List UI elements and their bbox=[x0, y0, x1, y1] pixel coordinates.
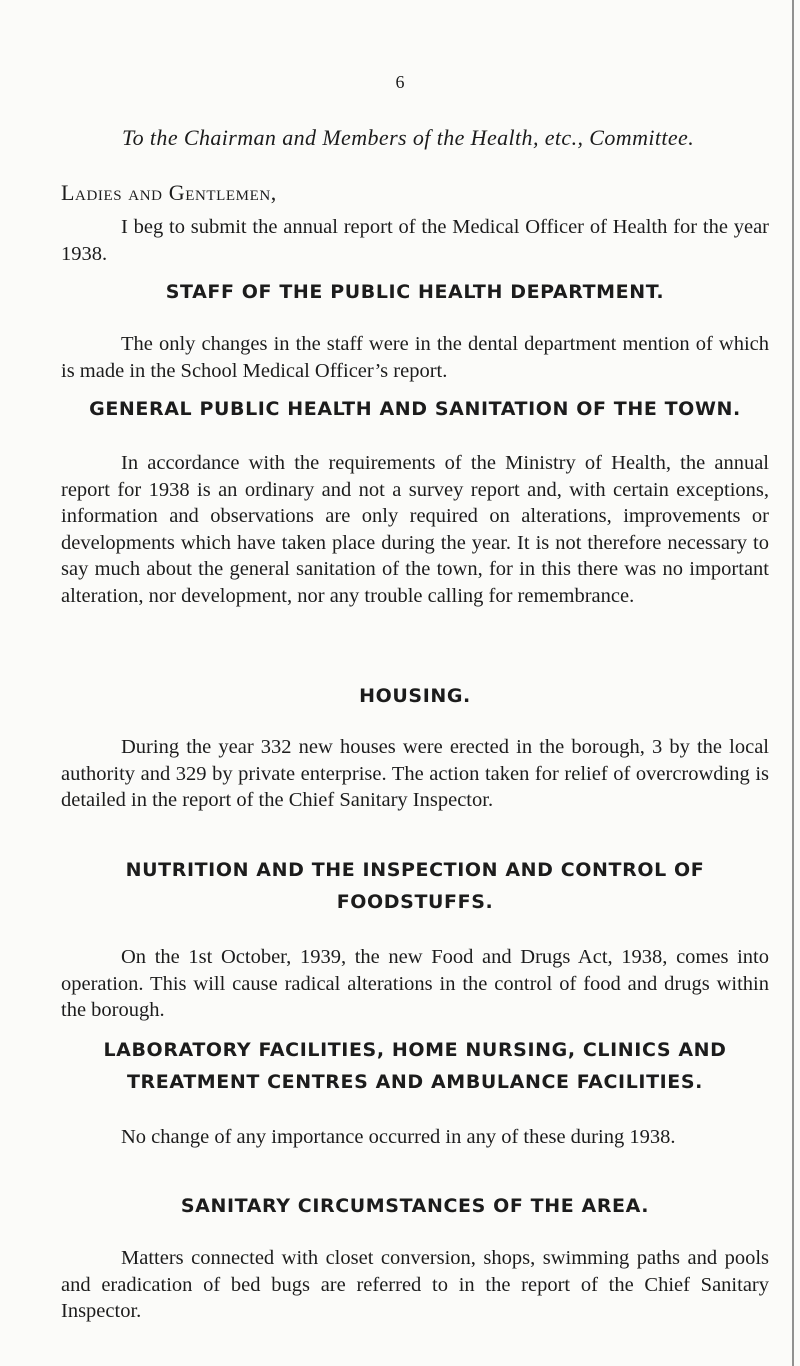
salutation: Ladies and Gentlemen, bbox=[61, 180, 277, 205]
section-heading-facilities: LABORATORY FACILITIES, HOME NURSING, CLINICS AND TREATMENT CENTRES AND AMBULANCE FACILITIES. bbox=[103, 1039, 727, 1093]
section-body-general-sanitation: In accordance with the requirements of the Ministry of Health, the annual report for 1938 is an ordinary and not a survey report and, with certain exceptions, information and observations are only required on alterations, improvements or developments which have taken place during the year. It is not therefore necessary to say much about the general sanitation of the town, for in this there was no important alteration, nor development, nor any trouble calling for remembrance. bbox=[61, 452, 769, 607]
intro-paragraph: I beg to submit the annual report of the Medical Officer of Health for the year 1938. bbox=[61, 216, 769, 265]
section-heading-nutrition: NUTRITION AND THE INSPECTION AND CONTROL OF FOODSTUFFS. bbox=[125, 859, 705, 913]
section-body-staff: The only changes in the staff were in the dental department mention of which is made in the School Medical Officer’s report. bbox=[61, 333, 769, 382]
section-heading-general-sanitation: GENERAL PUBLIC HEALTH AND SANITATION OF THE TOWN. bbox=[89, 398, 741, 420]
address-line: To the Chairman and Members of the Health, etc., Committee. bbox=[122, 125, 695, 150]
section-body-sanitary-circumstances: Matters connected with closet conversion, shops, swimming paths and pools and eradication of bed bugs are referred to in the report of the Chief Sanitary Inspector. bbox=[61, 1247, 769, 1322]
section-body-housing: During the year 332 new houses were erected in the borough, 3 by the local authority and 329 by private enterprise. The action taken for relief of overcrowding is detailed in the report of the Chief Sanitary Inspector. bbox=[61, 736, 769, 811]
page-edge-shadow bbox=[792, 0, 794, 1366]
section-heading-sanitary-circumstances: SANITARY CIRCUMSTANCES OF THE AREA. bbox=[180, 1195, 650, 1217]
section-body-facilities: No change of any importance occurred in any of these during 1938. bbox=[121, 1126, 676, 1148]
section-heading-staff: STAFF OF THE PUBLIC HEALTH DEPARTMENT. bbox=[165, 281, 665, 303]
section-body-nutrition: On the 1st October, 1939, the new Food and Drugs Act, 1938, comes into operation. This will cause radical alterations in the control of food and drugs within the borough. bbox=[61, 946, 769, 1021]
section-heading-housing: HOUSING. bbox=[359, 685, 471, 707]
page-number: 6 bbox=[395, 72, 405, 92]
